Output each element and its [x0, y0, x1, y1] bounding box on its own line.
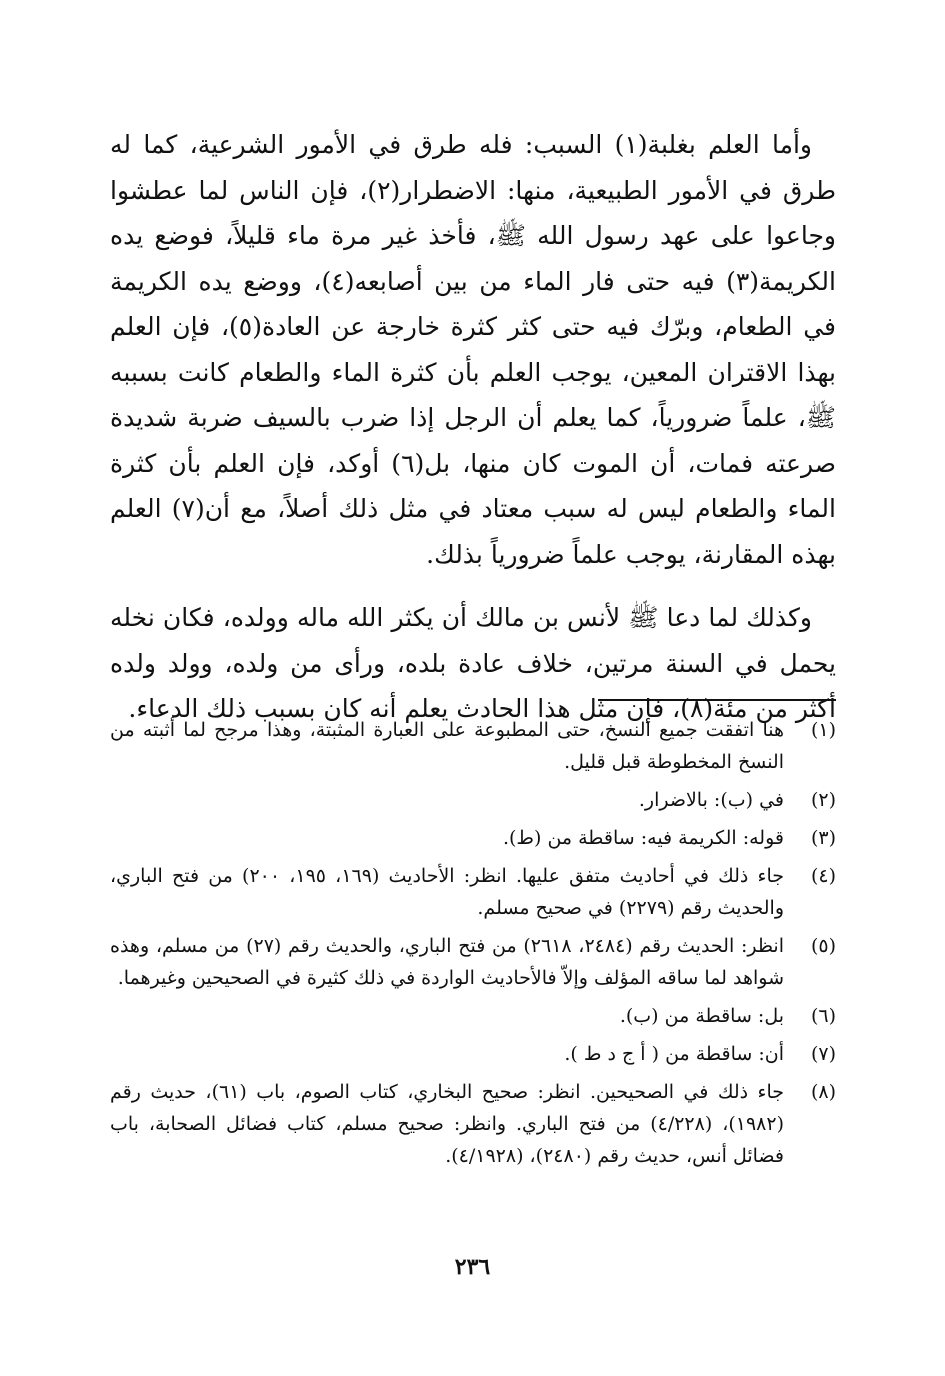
footnote-number: (٨)	[810, 1081, 836, 1103]
footnote-1	[110, 714, 836, 778]
footnote-2	[110, 784, 836, 816]
footnote-number: (٤)	[810, 865, 836, 887]
footnote-number: (٣)	[810, 827, 836, 849]
page-number: ٢٣٦	[454, 1254, 491, 1280]
footnote-text: أن: ساقطة من ( أ ج د ط ).	[564, 1043, 784, 1065]
footnote-text: هنا اتفقت جميع النسخ، حتى المطبوعة على العبارة المثبتة، وهذا مرجح لما أثبته من النسخ المخطوطة قبل قليل.	[110, 719, 784, 773]
footnote-3	[110, 822, 836, 854]
footnote-text: جاء ذلك في أحاديث متفق عليها. انظر: الأحاديث (١٦٩، ١٩٥، ٢٠٠) من فتح الباري، والحديث رقم (٢٢٧٩) في صحيح مسلم.	[110, 865, 785, 919]
footnote-number: (٦)	[810, 1005, 836, 1027]
footnote-text: انظر: الحديث رقم (٢٤٨٤، ٢٦١٨) من فتح الباري، والحديث رقم (٢٧) من مسلم، وهذه شواهد لما ساقه المؤلف وإلاّ فالأحاديث الواردة في ذلك كثيرة في الصحيحين وغيرهما.	[110, 935, 784, 989]
footnote-number: (٥)	[810, 935, 836, 957]
paragraph-2: وكذلك لما دعا ﷺ لأنس بن مالك أن يكثر الله ماله وولده، فكان نخله يحمل في السنة مرتين، خلاف عادة بلده، ورأى من ولده، وولد ولده أكثر من مئة(٨)، فإن مثل هذا الحادث يعلم أنه كان بسبب ذلك الدعاء.	[110, 603, 836, 723]
footnote-number: (١)	[810, 719, 836, 741]
footnote-6	[110, 1000, 836, 1032]
paragraph-1: وأما العلم بغلبة(١) السبب: فله طرق في الأمور الشرعية، كما له طرق في الأمور الطبيعية، منها: الاضطرار(٢)، فإن الناس لما عطشوا وجاعوا على عهد رسول الله ﷺ، فأخذ غير مرة ماء قليلاً، فوضع يده الكريمة(٣) فيه حتى فار الماء من بين أصابعه(٤)، ووضع يده الكريمة في الطعام، وبرّك فيه حتى كثر كثرة خارجة عن العادة(٥)، فإن العلم بهذا الاقتران المعين، يوجب العلم بأن كثرة الماء والطعام كانت بسببه ﷺ، علماً ضرورياً، كما يعلم أن الرجل إذا ضرب بالسيف ضربة شديدة صرعته فمات، أن الموت كان منها، بل(٦) أوكد، فإن العلم بأن كثرة الماء والطعام ليس له سبب معتاد في مثل ذلك أصلاً، مع أن(٧) العلم بهذه المقارنة، يوجب علماً ضرورياً بذلك.	[110, 130, 836, 569]
footnote-text: قوله: الكريمة فيه: ساقطة من (ط).	[502, 827, 784, 849]
main-text	[110, 122, 836, 732]
footnote-number: (٧)	[810, 1043, 836, 1065]
footnote-7	[110, 1038, 836, 1070]
footnotes	[110, 714, 836, 1178]
footnote-5	[110, 930, 836, 994]
footnote-text: بل: ساقطة من (ب).	[619, 1005, 784, 1027]
footnote-number: (٢)	[810, 789, 836, 811]
footnote-8	[110, 1076, 836, 1172]
footnote-4	[110, 860, 836, 924]
footnote-text: جاء ذلك في الصحيحين. انظر: صحيح البخاري، كتاب الصوم، باب (٦١)، حديث رقم (١٩٨٢)، (٤/٢٢٨) من فتح الباري. وانظر: صحيح مسلم، كتاب فضائل الصحابة، باب فضائل أنس، حديث رقم (٢٤٨٠)، (٤/١٩٢٨).	[110, 1081, 784, 1167]
footnote-text: في (ب): بالاضرار.	[638, 789, 784, 811]
footnote-separator	[598, 699, 836, 701]
